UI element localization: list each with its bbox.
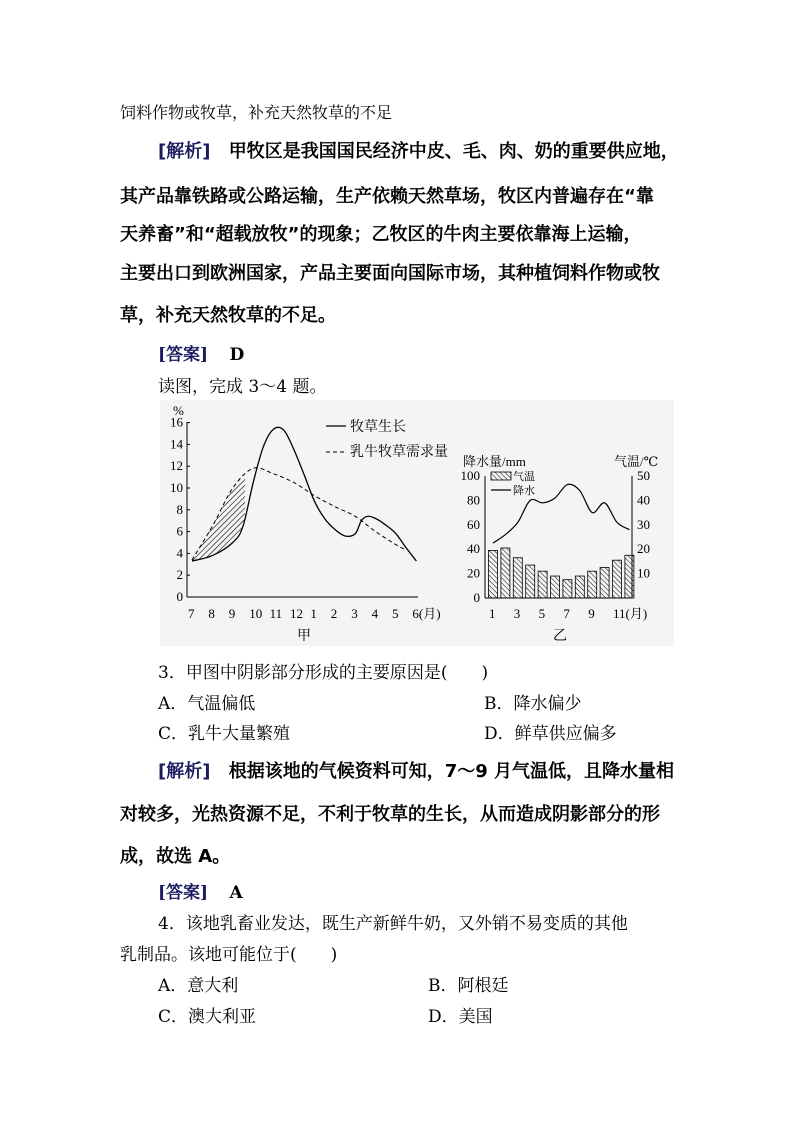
chart-yi-ytick-right: 30 [637, 516, 650, 532]
chart-jia-xtick: 2 [330, 606, 338, 621]
chart-yi-xtick: 11(月) [613, 606, 648, 621]
chart-yi-xtick: 9 [588, 606, 595, 621]
analysis-2-line-3: 成，故选 A。 [120, 846, 231, 867]
chart-jia-ytick: 14 [170, 436, 183, 452]
temperature-bar [538, 571, 547, 598]
chart-jia-ytick: 8 [176, 501, 183, 517]
analysis-1-line-5: 草，补充天然牧草的不足。 [120, 305, 336, 326]
legend-grass-growth: 牧草生长 [350, 420, 406, 435]
chart-jia-ytick: 10 [170, 480, 183, 495]
chart-jia-xtick: 6(月) [412, 606, 441, 621]
q3-option-a: A．气温偏低 [158, 694, 256, 714]
chart-yi-ytick-left: 100 [460, 468, 480, 483]
q4-option-a: A．意大利 [158, 976, 239, 996]
analysis-2-text: 根据该地的气候资料可知，7～9 月气温低，且降水量相 [228, 761, 675, 782]
answer-2-value: A [229, 883, 243, 903]
chart-jia-ytick: 12 [170, 458, 183, 474]
temperature-bar [513, 558, 522, 598]
chart-yi-ylabel-right: 气温/℃ [614, 454, 659, 469]
chart-yi-xtick: 5 [538, 606, 546, 621]
legend-temp: 气温 [513, 471, 535, 483]
legend-cow-demand: 乳牛牧草需求量 [350, 445, 448, 460]
chart-jia-xtick: 10 [249, 606, 263, 621]
chart-jia-xtick: 3 [351, 606, 358, 621]
chart-jia-xtick: 12 [290, 606, 303, 621]
q3-stem: 3．甲图中阴影部分形成的主要原因是( ) [158, 663, 489, 683]
chart-yi-ytick-right: 50 [637, 468, 650, 483]
q4-stem-line-1: 4．该地乳畜业发达，既生产新鲜牛奶，又外销不易变质的其他 [158, 914, 628, 934]
temperature-bar [501, 548, 510, 598]
q3-option-b: B．降水偏少 [484, 694, 582, 714]
chart-jia-xtick: 11 [269, 606, 283, 621]
figure [160, 400, 674, 646]
chart-jia-xtick: 5 [392, 606, 399, 621]
temperature-bar [600, 568, 609, 599]
analysis-1-line-2: 其产品靠铁路或公路运输，生产依赖天然草场，牧区内普遍存在“靠 [120, 186, 654, 207]
analysis-2-line-2: 对较多，光热资源不足，不利于牧草的生长，从而造成阴影部分的形 [120, 804, 660, 825]
chart-yi [461, 454, 659, 644]
chart-jia [170, 403, 448, 644]
chart-yi-ytick-right: 20 [637, 541, 650, 557]
chart-yi-ytick-right: 10 [637, 565, 650, 581]
temperature-bar [526, 565, 535, 598]
answer-2 [158, 878, 243, 903]
answer-2-tag: [答案] [158, 883, 209, 903]
temperature-bar [551, 576, 560, 598]
chart-yi-xtick: 1 [489, 606, 496, 621]
chart-jia-ylabel: % [173, 403, 184, 418]
q4-option-d: D．美国 [428, 1007, 493, 1027]
analysis-2-tag: [解析] [158, 761, 211, 782]
temperature-bar [625, 555, 634, 598]
answer-tag: [答案] [158, 345, 209, 365]
analysis-tag: [解析] [158, 141, 211, 162]
chart-jia-caption: 甲 [297, 629, 311, 644]
chart-jia-ytick: 4 [176, 545, 183, 561]
chart-yi-xtick: 7 [563, 606, 570, 621]
figure-prompt: 读图，完成 3～4 题。 [158, 377, 327, 397]
chart-jia-ytick: 0 [176, 589, 183, 604]
legend-precip: 降水 [513, 485, 535, 497]
chart-yi-ylabel-left: 降水量/mm [463, 454, 526, 469]
chart-jia-xtick: 7 [188, 606, 195, 621]
chart-jia-ytick: 6 [176, 523, 183, 539]
analysis-1-line-1 [158, 137, 679, 163]
chart-yi-ytick-right: 40 [637, 492, 650, 508]
analysis-1-line-4: 主要出口到欧洲国家，产品主要面向国际市场，其种植饲料作物或牧 [120, 263, 660, 284]
q4-option-b: B．阿根廷 [428, 976, 509, 996]
shaded-area [192, 476, 245, 561]
q4-option-c: C．澳大利亚 [158, 1007, 257, 1027]
temperature-bar [588, 571, 597, 598]
chart-yi-ytick-left: 0 [473, 590, 480, 605]
q3-option-c: C．乳牛大量繁殖 [158, 724, 291, 744]
chart-yi-ytick-left: 80 [467, 492, 480, 508]
chart-jia-xtick: 4 [371, 606, 379, 621]
answer-1 [158, 340, 244, 365]
analysis-text: 甲牧区是我国国民经济中皮、毛、肉、奶的重要供应地， [228, 141, 679, 162]
legend-temp-swatch [491, 472, 511, 480]
q4-stem-line-2: 乳制品。该地可能位于( ) [120, 945, 338, 965]
q3-option-d: D．鲜草供应偏多 [484, 724, 617, 744]
chart-yi-xtick: 3 [513, 606, 521, 621]
chart-jia-xtick: 9 [228, 606, 236, 621]
temperature-bar [489, 550, 498, 598]
chart-jia-xtick: 1 [310, 606, 317, 621]
chart-yi-ytick-left: 20 [467, 565, 480, 581]
intro-line: 饲料作物或牧草，补充天然牧草的不足 [120, 103, 393, 122]
analysis-1-line-3: 天养畜”和“超载放牧”的现象；乙牧区的牛肉主要依靠海上运输， [120, 224, 642, 245]
chart-jia-ytick: 16 [170, 414, 183, 430]
analysis-2-line-1 [158, 757, 674, 783]
chart-jia-xtick: 8 [208, 606, 215, 621]
chart-yi-caption: 乙 [553, 629, 567, 644]
chart-yi-ytick-left: 40 [467, 541, 480, 557]
temperature-bar [613, 560, 622, 598]
answer-value: D [229, 345, 245, 365]
temperature-bar [563, 580, 572, 598]
chart-yi-ytick-left: 60 [467, 516, 480, 532]
temperature-bar [575, 576, 584, 598]
chart-jia-ytick: 2 [176, 567, 183, 583]
